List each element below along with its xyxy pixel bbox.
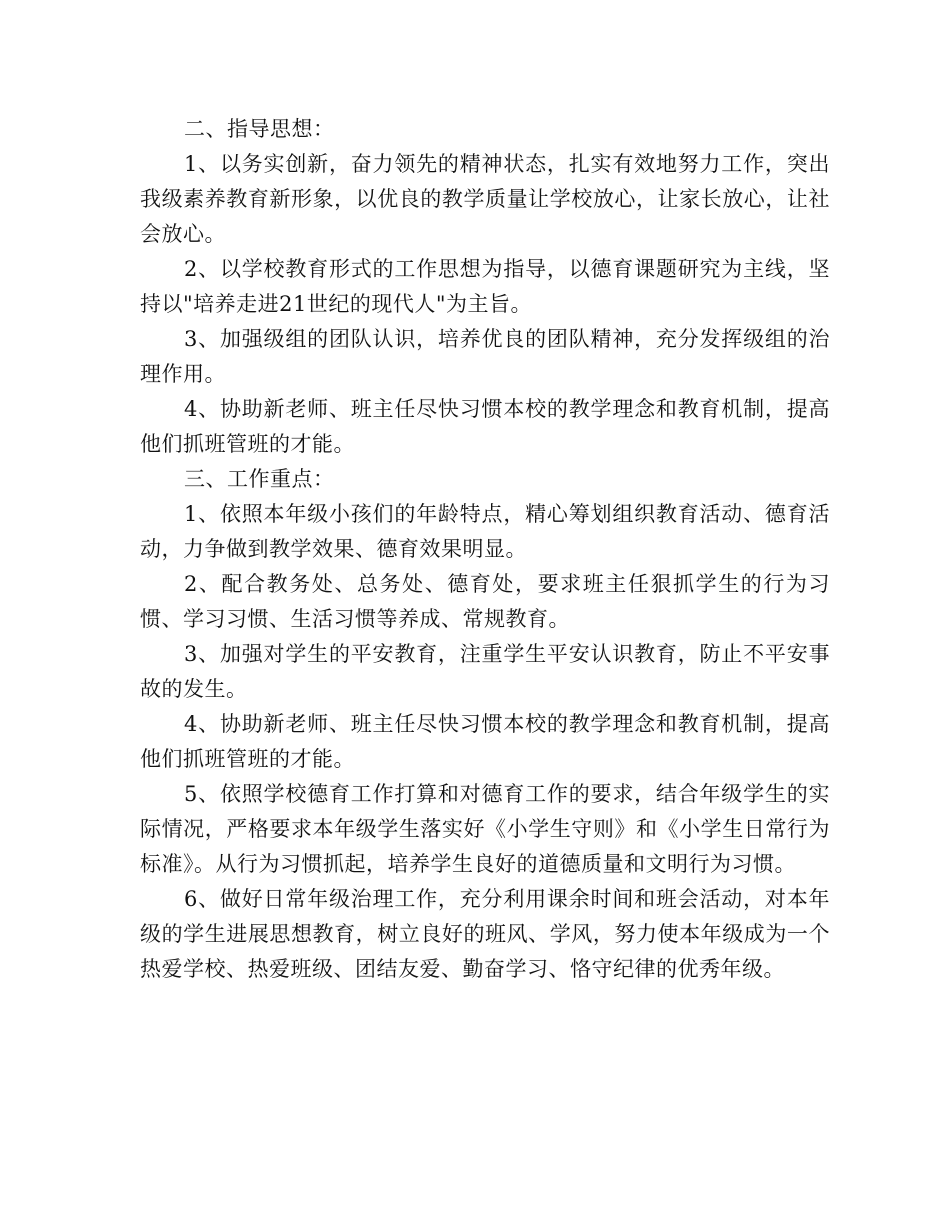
work-focus-item-2: 2、配合教务处、总务处、德育处，要求班主任狠抓学生的行为习惯、学习习惯、生活习惯等养成、常规教育。	[140, 572, 830, 631]
guiding-thought-item-1: 1、以务实创新，奋力领先的精神状态，扎实有效地努力工作，突出我级素养教育新形象，以优良的教学质量让学校放心，让家长放心，让社会放心。	[140, 152, 830, 246]
work-focus-item-5: 5、依照学校德育工作打算和对德育工作的要求，结合年级学生的实际情况，严格要求本年级学生落实好《小学生守则》和《小学生日常行为标准》。从行为习惯抓起，培养学生良好的道德质量和文明行为习惯。	[140, 782, 830, 876]
guiding-thought-item-4: 4、协助新老师、班主任尽快习惯本校的教学理念和教育机制，提高他们抓班管班的才能。	[140, 397, 830, 456]
work-focus-item-6: 6、做好日常年级治理工作，充分利用课余时间和班会活动，对本年级的学生进展思想教育，树立良好的班风、学风，努力使本年级成为一个热爱学校、热爱班级、团结友爱、勤奋学习、恪守纪律的优秀年级。	[140, 887, 830, 981]
section-heading-guiding-thought: 二、指导思想：	[184, 117, 335, 141]
guiding-thought-item-2: 2、以学校教育形式的工作思想为指导，以德育课题研究为主线，坚持以"培养走进21世纪的现代人"为主旨。	[140, 257, 830, 316]
work-focus-item-4: 4、协助新老师、班主任尽快习惯本校的教学理念和教育机制，提高他们抓班管班的才能。	[140, 712, 830, 771]
document-body	[140, 112, 830, 987]
work-focus-item-1: 1、依照本年级小孩们的年龄特点，精心筹划组织教育活动、德育活动，力争做到教学效果、德育效果明显。	[140, 502, 830, 561]
section-heading-work-focus: 三、工作重点：	[184, 467, 335, 491]
guiding-thought-item-3: 3、加强级组的团队认识，培养优良的团队精神，充分发挥级组的治理作用。	[140, 327, 830, 386]
work-focus-item-3: 3、加强对学生的平安教育，注重学生平安认识教育，防止不平安事故的发生。	[140, 642, 830, 701]
